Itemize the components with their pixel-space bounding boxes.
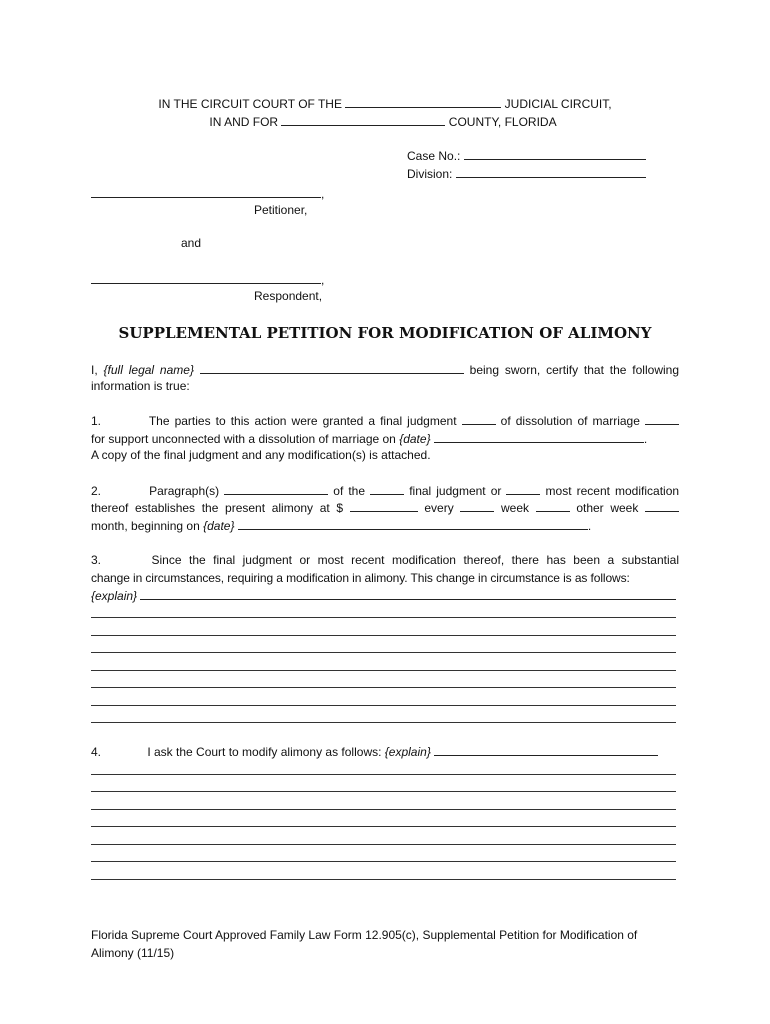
para4-answer-line[interactable] (91, 844, 676, 845)
para2-week-blank[interactable] (460, 500, 494, 512)
para4-answer-line[interactable] (91, 791, 676, 792)
respondent-label: Respondent, (254, 289, 323, 303)
para2-paragraphs-label: Paragraph(s) (149, 484, 220, 498)
para2-of-the: of the (333, 484, 366, 498)
para2-line-3 (91, 518, 591, 533)
para4-answer-line[interactable] (91, 879, 676, 880)
para1-period: . (643, 432, 648, 446)
para2-amount-field[interactable] (350, 500, 418, 512)
para2-final-judgment-or: final judgment or (409, 484, 502, 498)
para2-week: week (501, 501, 530, 515)
para4-explain-hint: {explain} (384, 745, 431, 759)
in-and-for-label: IN AND FOR (209, 115, 279, 129)
para3-answer-line[interactable] (91, 705, 676, 706)
para2-line-1 (91, 483, 679, 498)
para2-paragraphs-field[interactable] (224, 483, 328, 495)
para3-answer-line[interactable] (91, 687, 676, 688)
intro-line-2: information is true: (91, 379, 190, 393)
para3-explain-hint: {explain} (91, 589, 138, 603)
county-blank[interactable] (281, 114, 445, 126)
para4-answer-line[interactable] (91, 774, 676, 775)
para2-other-week-blank[interactable] (536, 500, 570, 512)
judicial-circuit-label: JUDICIAL CIRCUIT, (504, 97, 612, 111)
para2-final-judgment-blank[interactable] (370, 483, 404, 495)
para2-every: every (424, 501, 454, 515)
para1-line2-text: for support unconnected with a dissolution of marriage on (91, 432, 396, 446)
para1-text-a: The parties to this action were granted a final judgment (148, 414, 457, 428)
petitioner-comma: , (321, 187, 325, 201)
full-legal-name-hint: {full legal name} (103, 363, 194, 377)
para3-text-2: change in circumstances, requiring a modification in alimony. This change in circumstance is as follows: (91, 571, 630, 585)
para2-other-week: other week (576, 501, 639, 515)
para3-explain-line (91, 588, 676, 603)
petitioner-name-field[interactable] (91, 186, 321, 198)
para4-explain-field[interactable] (434, 744, 658, 756)
para1-line-3: A copy of the final judgment and any modification(s) is attached. (91, 448, 431, 462)
footer-form-date: Alimony (11/15) (91, 946, 175, 960)
para2-recent-mod-blank[interactable] (506, 483, 540, 495)
para3-line-1 (91, 553, 679, 567)
para2-date-hint: {date} (203, 519, 235, 533)
para1-support-blank[interactable] (645, 413, 679, 425)
document-title: SUPPLEMENTAL PETITION FOR MODIFICATION OF ALIMONY (118, 324, 652, 342)
para3-answer-line[interactable] (91, 635, 676, 636)
division-line (407, 166, 646, 181)
para2-alimony-text: thereof establishes the present alimony at $ (91, 501, 344, 515)
para2-period: . (587, 519, 592, 533)
para1-text-b: of dissolution of marriage (500, 414, 640, 428)
case-number-field[interactable] (464, 148, 646, 160)
intro-sworn-text: being sworn, certify that the following (469, 363, 679, 377)
para1-date-hint: {date} (399, 432, 431, 446)
para3-answer-line[interactable] (91, 670, 676, 671)
para3-answer-line[interactable] (91, 617, 676, 618)
para2-number: 2. (91, 484, 102, 498)
respondent-name-line (91, 272, 324, 287)
para1-date-field[interactable] (434, 431, 644, 443)
case-number-label: Case No.: (407, 149, 461, 163)
division-field[interactable] (456, 166, 646, 178)
para4-line-1 (91, 744, 658, 759)
and-label: and (181, 236, 202, 250)
para4-number: 4. (91, 745, 102, 759)
county-florida-label: COUNTY, FLORIDA (448, 115, 557, 129)
para1-number: 1. (91, 414, 102, 428)
para4-answer-line[interactable] (91, 861, 676, 862)
intro-pronoun: I, (91, 363, 98, 377)
full-legal-name-field[interactable] (200, 362, 464, 374)
para3-text-1: Since the final judgment or most recent modification thereof, there has been a substantial (151, 553, 679, 567)
circuit-blank[interactable] (345, 96, 501, 108)
footer-form-citation: Florida Supreme Court Approved Family Law Form 12.905(c), Supplemental Petition for Modification of (91, 928, 638, 942)
para3-number: 3. (91, 553, 102, 567)
para2-recent-mod-text: most recent modification (545, 484, 680, 498)
para1-judgment-blank[interactable] (462, 413, 496, 425)
para2-beginning-on: month, beginning on (91, 519, 200, 533)
para2-month-blank[interactable] (645, 500, 679, 512)
court-circuit-line (0, 96, 770, 111)
circuit-label: IN THE CIRCUIT COURT OF THE (158, 97, 342, 111)
para4-answer-line[interactable] (91, 826, 676, 827)
respondent-name-field[interactable] (91, 272, 321, 284)
para2-date-field[interactable] (238, 518, 588, 530)
para3-answer-line[interactable] (91, 722, 676, 723)
para1-line-1 (91, 413, 679, 428)
para4-answer-line[interactable] (91, 809, 676, 810)
petitioner-name-line (91, 186, 324, 201)
para3-explain-field[interactable] (140, 588, 676, 600)
division-label: Division: (407, 167, 453, 181)
para1-line-2 (91, 431, 647, 446)
case-number-line (407, 148, 646, 163)
intro-line-1 (91, 362, 679, 377)
court-county-line (0, 114, 770, 129)
para3-answer-line[interactable] (91, 652, 676, 653)
respondent-comma: , (321, 273, 325, 287)
para2-line-2 (91, 500, 679, 515)
para4-text: I ask the Court to modify alimony as follows: (147, 745, 382, 759)
petitioner-label: Petitioner, (254, 203, 308, 217)
